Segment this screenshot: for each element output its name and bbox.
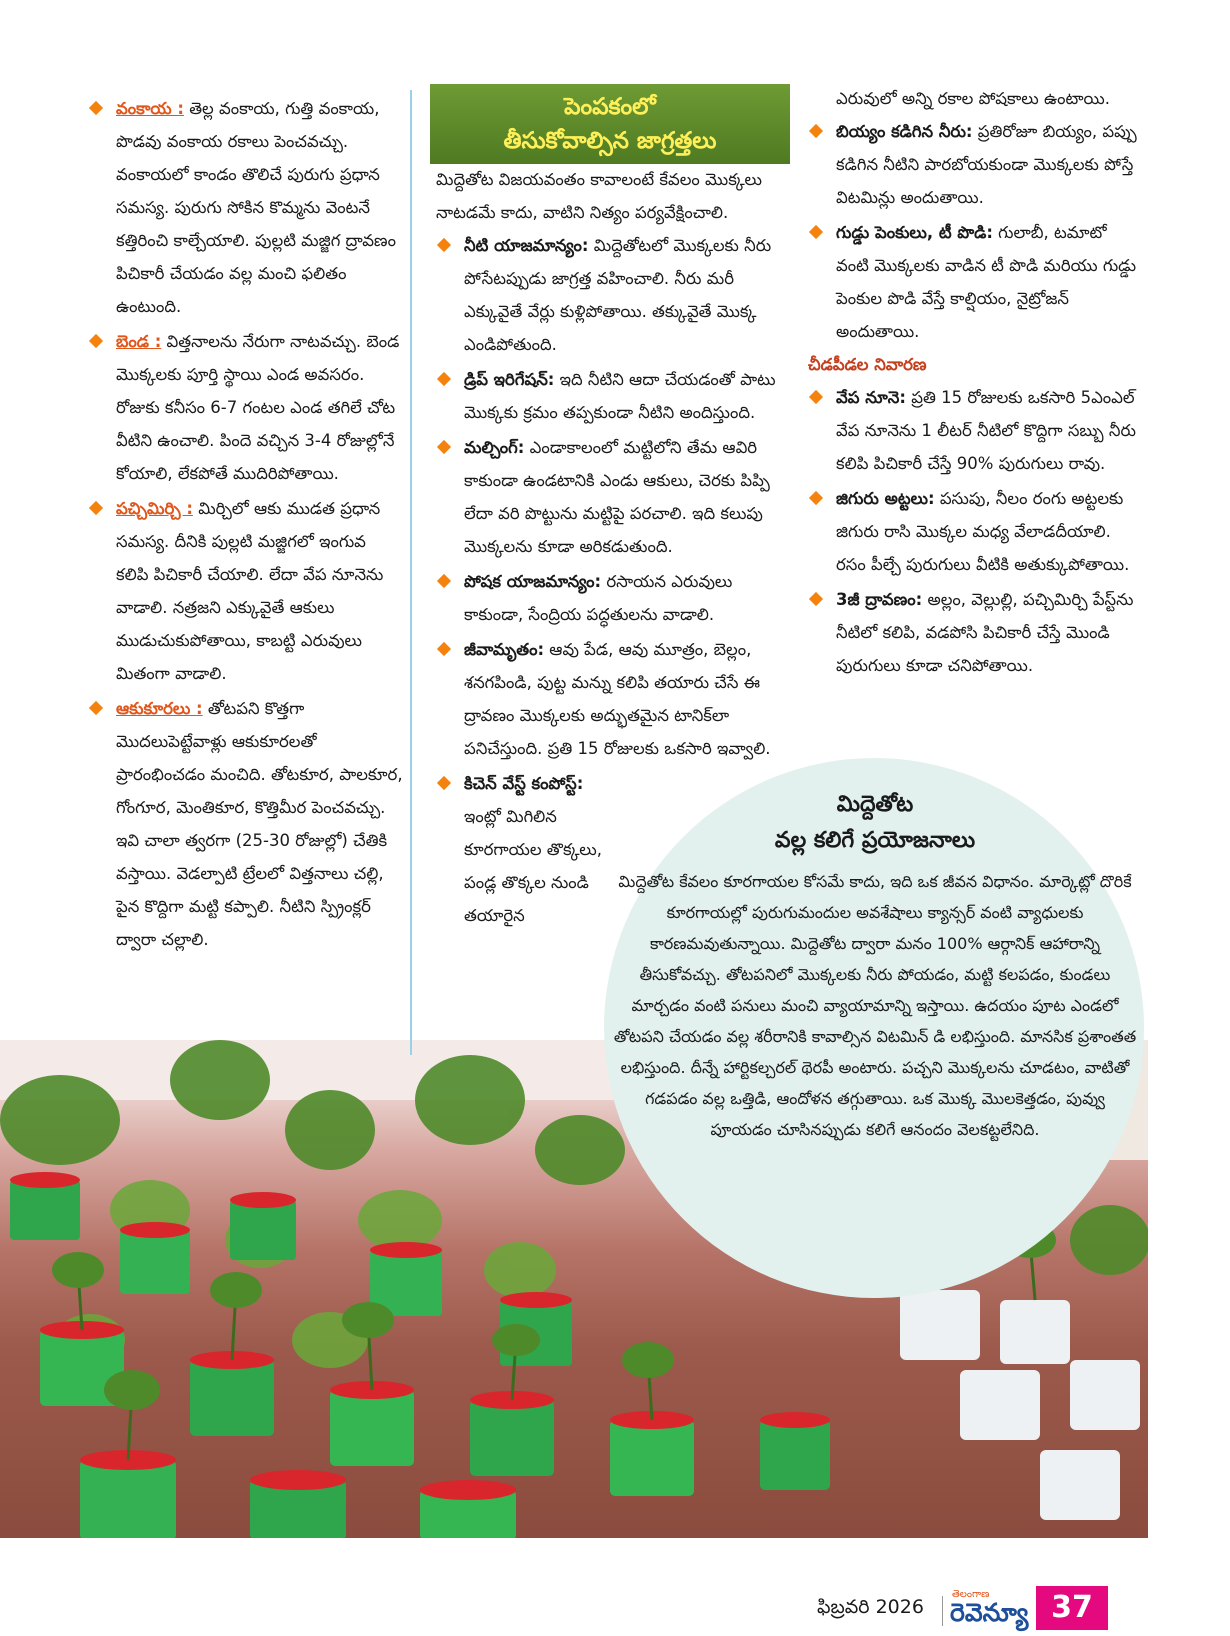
diamond-bullet-icon bbox=[809, 491, 823, 505]
item-text: పసుపు, నీలం రంగు అట్టలకు జిగురు రాసి మొక్కల మధ్య వేలాడదీయాలి. రసం పీల్చే పురుగులు వీటికి అతుక్కుపోతాయి. bbox=[836, 489, 1130, 574]
item-term: జీవామృతం: bbox=[464, 640, 545, 659]
diamond-bullet-icon bbox=[437, 238, 451, 252]
list-item bbox=[88, 92, 403, 323]
diamond-bullet-icon bbox=[809, 225, 823, 239]
item-term: గుడ్డు పెంకులు, టీ పొడి: bbox=[836, 223, 993, 242]
pest-control-subheading: చీడపీడల నివారణ bbox=[808, 355, 927, 374]
precautions-heading-box bbox=[430, 84, 790, 164]
item-term: 3జీ ద్రావణం: bbox=[836, 590, 923, 609]
item-term: డ్రిప్ ఇరిగేషన్: bbox=[464, 370, 555, 389]
column-vegetables bbox=[88, 92, 403, 956]
item-text: మిర్చిలో ఆకు ముడత ప్రధాన సమస్య. దీనికి పుల్లటి మజ్జిగలో ఇంగువ కలిపి పిచికారీ చేయాలి. లేదా వేప నూనెను వాడాలి. నత్రజని ఎక్కువైతే ఆకులు ముడుచుకుపోతాయి, కాబట్టి ఎరువులు మితంగా వాడాలి. bbox=[116, 499, 384, 683]
item-term: ఆకుకూరలు : bbox=[116, 699, 203, 718]
item-term: జిగురు అట్టలు: bbox=[836, 489, 935, 508]
item-text: ఇది నీటిని ఆదా చేయడంతో పాటు మొక్కకు క్రమం తప్పకుండా నీటిని అందిస్తుంది. bbox=[464, 370, 776, 422]
list-item bbox=[436, 229, 786, 361]
column-divider bbox=[410, 90, 412, 1055]
item-term: మల్చింగ్: bbox=[464, 438, 525, 457]
diamond-bullet-icon bbox=[89, 701, 103, 715]
benefits-title-line-2: వల్ల కలిగే ప్రయోజనాలు bbox=[774, 828, 976, 853]
list-item bbox=[808, 115, 1138, 214]
item-text: గులాబీ, టమాటో వంటి మొక్కలకు వాడిన టీ పొడి మరియు గుడ్డు పెంకుల పొడి వేస్తే కాల్షియం, నైట్రోజన్ అందుతాయి. bbox=[836, 223, 1137, 341]
benefits-title-line-1: మిద్దెతోట bbox=[836, 792, 914, 817]
column-natural-remedies bbox=[808, 82, 1138, 682]
benefits-body: మిద్దెతోట కేవలం కూరగాయల కోసమే కాదు, ఇది ఒక జీవన విధానం. మార్కెట్లో దొరికే కూరగాయల్లో పురుగుమందుల అవశేషాలు క్యాన్సర్ వంటి వ్యాధులకు కారణమవుతున్నాయి. మిద్దెతోట ద్వారా మనం 100% ఆర్గానిక్ ఆహారాన్ని తీసుకోవచ్చు. తోటపనిలో మొక్కలకు నీరు పోయడం, మట్టి కలపడం, కుండలు మార్చడం వంటి పనులు మంచి వ్యాయామాన్ని ఇస్తాయి. ఉదయం పూట ఎండలో తోటపని చేయడం వల్ల శరీరానికి కావాల్సిన విటమిన్ డి లభిస్తుంది. మానసిక ప్రశాంతత లభిస్తుంది. దీన్నే హార్టికల్చరల్ థెరపీ అంటారు. పచ్చని మొక్కలను చూడటం, వాటితో గడపడం వల్ల ఒత్తిడి, ఆందోళన తగ్గుతాయి. ఒక మొక్క మొలకెత్తడం, పువ్వు పూయడం చూసినప్పుడు కలిగే ఆనందం వెలకట్టలేనిది. bbox=[613, 872, 1137, 1139]
item-term: పోషక యాజమాన్యం: bbox=[464, 572, 602, 591]
item-term: వంకాయ : bbox=[116, 99, 184, 118]
item-term: బెండ : bbox=[116, 332, 162, 351]
item-term: బియ్యం కడిగిన నీరు: bbox=[836, 122, 973, 141]
item-text: ఆవు పేడ, ఆవు మూత్రం, బెల్లం, శనగపిండి, పుట్ట మన్ను కలిపి తయారు చేసే ఈ ద్రావణం మొక్కలకు అద్భుతమైన టానిక్‌లా పనిచేస్తుంది. ప్రతి 15 రోజులకు ఒకసారి ఇవ్వాలి. bbox=[464, 640, 771, 758]
item-term: పచ్చిమిర్చి : bbox=[116, 499, 193, 518]
page-number: 37 bbox=[1036, 1586, 1108, 1630]
list-item bbox=[808, 216, 1138, 348]
item-text: విత్తనాలను నేరుగా నాటవచ్చు. బెండ మొక్కలకు పూర్తి స్థాయి ఎండ అవసరం. రోజుకు కనీసం 6-7 గంటల ఎండ తగిలే చోట వీటిని ఉంచాలి. పిందె వచ్చిన 3-4 రోజుల్లోనే కోయాలి, లేకపోతే ముదిరిపోతాయి. bbox=[116, 332, 400, 483]
diamond-bullet-icon bbox=[809, 592, 823, 606]
list-item bbox=[436, 767, 614, 932]
list-item bbox=[808, 381, 1138, 480]
list-item bbox=[436, 565, 786, 631]
diamond-bullet-icon bbox=[89, 334, 103, 348]
list-item bbox=[808, 583, 1138, 682]
diamond-bullet-icon bbox=[437, 574, 451, 588]
list-item bbox=[808, 482, 1138, 581]
diamond-bullet-icon bbox=[89, 501, 103, 515]
diamond-bullet-icon bbox=[437, 776, 451, 790]
diamond-bullet-icon bbox=[437, 440, 451, 454]
item-text: ప్రతి 15 రోజులకు ఒకసారి 5ఎంఎల్ వేప నూనెను 1 లీటర్ నీటిలో కొద్దిగా సబ్బు నీరు కలిపి పిచికారీ చేస్తే 90% పురుగులు రావు. bbox=[836, 388, 1136, 473]
footer-divider bbox=[942, 1596, 943, 1626]
diamond-bullet-icon bbox=[809, 124, 823, 138]
list-item bbox=[436, 633, 786, 765]
item-term: వేప నూనె: bbox=[836, 388, 906, 407]
diamond-bullet-icon bbox=[437, 642, 451, 656]
diamond-bullet-icon bbox=[809, 390, 823, 404]
brand-tagline: తెలంగాణ bbox=[952, 1589, 990, 1600]
issue-date: ఫిబ్రవరి 2026 bbox=[817, 1596, 924, 1618]
item-text: మిద్దెతోటలో మొక్కలకు నీరు పోసేటప్పుడు జాగ్రత్త వహించాలి. నీరు మరీ ఎక్కువైతే వేర్లు కుళ్లిపోతాయి. తక్కువైతే మొక్క ఎండిపోతుంది. bbox=[464, 236, 772, 354]
list-item bbox=[88, 325, 403, 490]
item-term: కిచెన్ వేస్ట్ కంపోస్ట్: bbox=[464, 774, 584, 793]
heading-line-1: పెంపకంలో bbox=[564, 94, 656, 120]
item-text: ఎండాకాలంలో మట్టిలోని తేమ ఆవిరి కాకుండా ఉండటానికి ఎండు ఆకులు, చెరకు పిప్పి లేదా వరి పొట్టును మట్టిపై పరచాలి. ఇది కలుపు మొక్కలను కూడా అరికడుతుంది. bbox=[464, 438, 770, 556]
continued-text: ఎరువులో అన్ని రకాల పోషకాలు ఉంటాయి. bbox=[836, 89, 1110, 108]
diamond-bullet-icon bbox=[437, 372, 451, 386]
list-item bbox=[436, 431, 786, 563]
diamond-bullet-icon bbox=[89, 101, 103, 115]
item-text: తెల్ల వంకాయ, గుత్తి వంకాయ, పొడవు వంకాయ రకాలు పెంచవచ్చు. వంకాయలో కాండం తొలిచే పురుగు ప్రధాన సమస్య. పురుగు సోకిన కొమ్మను వెంటనే కత్తిరించి కాల్చేయాలి. పుల్లటి మజ్జిగ ద్రావణం పిచికారీ చేయడం వల్ల మంచి ఫలితం ఉంటుంది. bbox=[116, 99, 396, 316]
item-text: ఇంట్లో మిగిలిన కూరగాయల తొక్కలు, పండ్ల తొక్కల నుండి తయారైన bbox=[464, 807, 602, 925]
list-item bbox=[88, 692, 403, 956]
list-item bbox=[88, 492, 403, 690]
item-text: తోటపని కొత్తగా మొదలుపెట్టేవాళ్లు ఆకుకూరలతో ప్రారంభించడం మంచిది. తోటకూర, పాలకూర, గోంగూర, మెంతికూర, కొత్తిమీర పెంచవచ్చు. ఇవి చాలా త్వరగా (25-30 రోజుల్లో) చేతికి వస్తాయి. వెడల్పాటి ట్రేలలో విత్తనాలు చల్లి, పైన కొద్దిగా మట్టి కప్పాలి. నీటిని స్ప్రింక్లర్ ద్వారా చల్లాలి. bbox=[116, 699, 403, 949]
brand-logo: రెవెన్యూ bbox=[950, 1598, 1029, 1627]
item-text: రసాయన ఎరువులు కాకుండా, సేంద్రియ పద్ధతులను వాడాలి. bbox=[464, 572, 733, 624]
intro-paragraph: మిద్దెతోట విజయవంతం కావాలంటే కేవలం మొక్కలు నాటడమే కాదు, వాటిని నిత్యం పర్యవేక్షించాలి. bbox=[436, 170, 762, 222]
heading-line-2: తీసుకోవాల్సిన జాగ్రత్తలు bbox=[503, 128, 717, 154]
item-term: నీటి యాజమాన్యం: bbox=[464, 236, 589, 255]
list-item bbox=[436, 363, 786, 429]
item-text: ప్రతిరోజూ బియ్యం, పప్పు కడిగిన నీటిని పారబోయకుండా మొక్కలకు పోస్తే విటమిన్లు అందుతాయి. bbox=[836, 122, 1137, 207]
item-text: అల్లం, వెల్లుల్లి, పచ్చిమిర్చి పేస్ట్‌ను నీటిలో కలిపి, వడపోసి పిచికారీ చేస్తే మొండి పురుగులు కూడా చనిపోతాయి. bbox=[836, 590, 1134, 675]
